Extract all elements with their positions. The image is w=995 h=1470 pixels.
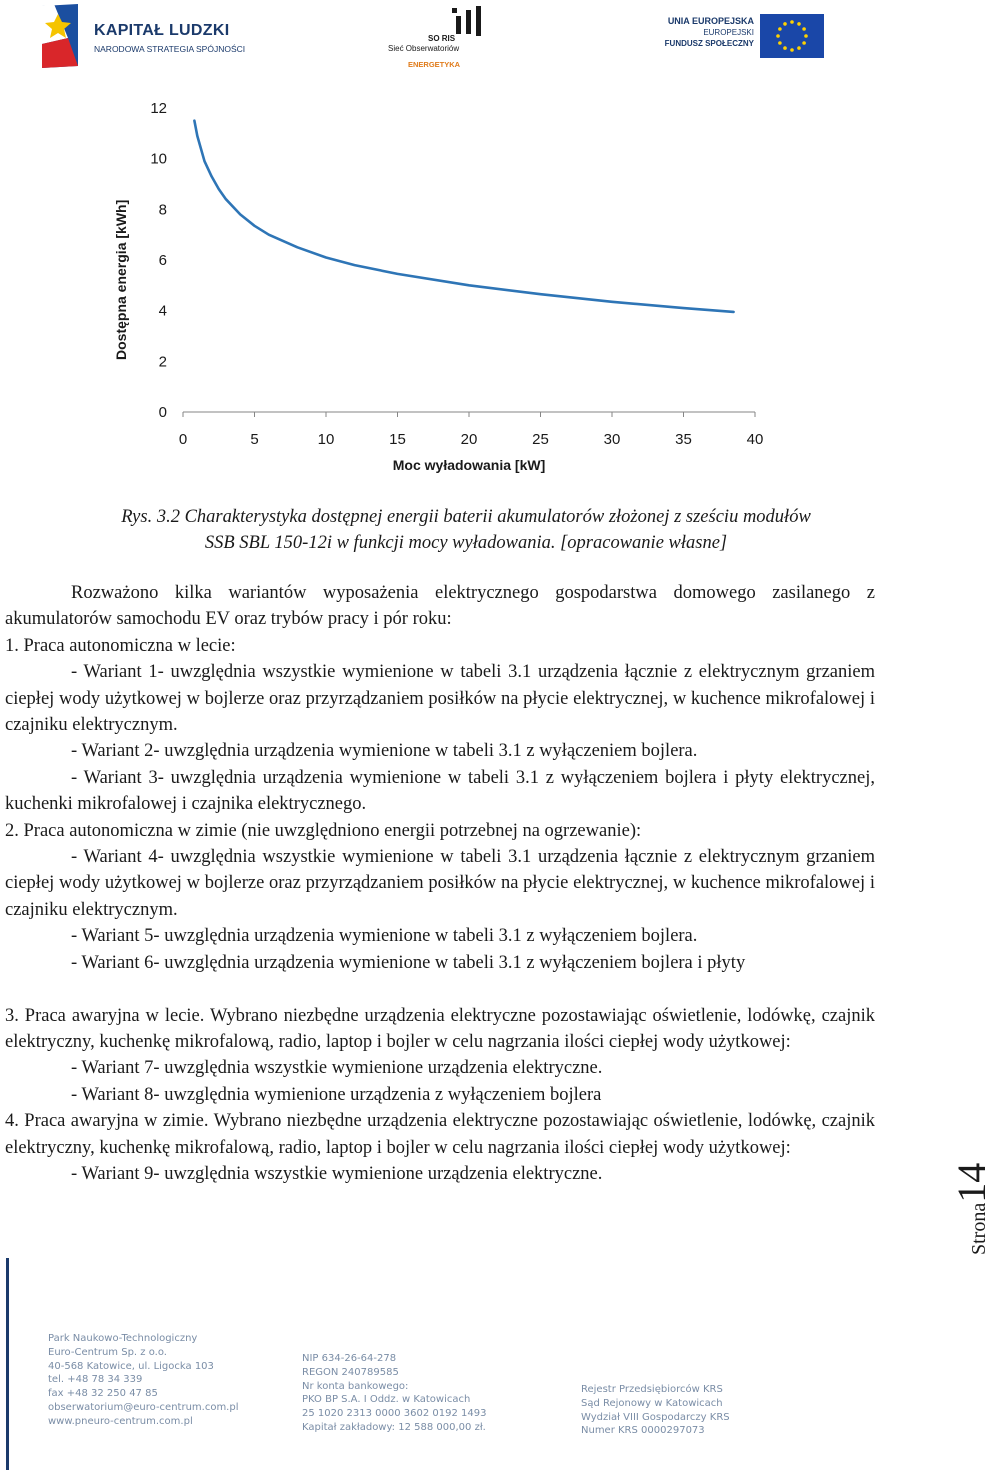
chart-y-tick-label: 6 bbox=[158, 252, 167, 269]
eu-star-icon bbox=[778, 41, 782, 45]
eu-star-icon bbox=[790, 20, 794, 24]
energy-chart bbox=[110, 92, 790, 492]
chart-x-tick-label: 30 bbox=[603, 431, 621, 448]
footer-line: Euro-Centrum Sp. z o.o. bbox=[48, 1346, 167, 1358]
footer-line: Rejestr Przedsiębiorców KRS bbox=[581, 1384, 723, 1395]
page-label: Strona bbox=[968, 1202, 990, 1255]
chart-y-tick-label: 4 bbox=[158, 302, 167, 320]
variant-9: - Wariant 9- uwzględnia wszystkie wymienione urządzenia elektryczne. bbox=[71, 1163, 603, 1184]
chart-y-tick-label: 2 bbox=[158, 353, 167, 371]
chart-y-tick-label: 12 bbox=[150, 100, 167, 117]
eu-star-icon bbox=[802, 27, 806, 31]
energy-chart-svg bbox=[110, 92, 790, 492]
eu-star-icon bbox=[797, 22, 801, 26]
eu-text-block bbox=[664, 16, 754, 49]
footer-line: fax +48 32 250 47 85 bbox=[48, 1388, 158, 1400]
figure-caption bbox=[36, 504, 896, 556]
variant-5: - Wariant 5- uwzględnia urządzenia wymienione w tabeli 3.1 z wyłączeniem bojlera. bbox=[71, 926, 698, 947]
chart-y-axis-label: Dostępna energia [kWh] bbox=[113, 199, 129, 360]
footer-line: tel. +48 78 34 339 bbox=[48, 1374, 143, 1386]
intro-paragraph: Rozważono kilka wariantów wyposażenia elektrycznego gospodarstwa domowego zasilanego z akumulatorów samochodu EV oraz trybów pracy i pór roku: bbox=[5, 583, 875, 630]
section-1-heading: 1. Praca autonomiczna w lecie: bbox=[5, 635, 236, 656]
page-number-value: 14 bbox=[949, 1162, 994, 1203]
footer-line: Sąd Rejonowy w Katowicach bbox=[581, 1397, 723, 1409]
chart-x-tick-label: 15 bbox=[389, 431, 406, 448]
caption-line-1: Rys. 3.2 Charakterystyka dostępnej energii baterii akumulatorów złożonej z sześciu modułów bbox=[121, 507, 811, 527]
kapital-ludzki-title: KAPITAŁ LUDZKI bbox=[94, 22, 230, 39]
variant-8: - Wariant 8- uwzględnia wymienione urządzenia z wyłączeniem bojlera bbox=[71, 1084, 602, 1105]
footer-line: NIP 634-26-64-278 bbox=[302, 1353, 397, 1364]
chart-x-axis-label: Moc wyładowania [kW] bbox=[392, 457, 546, 473]
eu-star-icon bbox=[783, 22, 787, 26]
kapital-ludzki-flag-icon bbox=[38, 4, 80, 68]
chart-x-tick-label: 35 bbox=[675, 431, 692, 448]
kapital-ludzki-subtitle: NARODOWA STRATEGIA SPÓJNOŚCI bbox=[94, 44, 246, 54]
variant-1: - Wariant 1- uwzględnia wszystkie wymienione w tabeli 3.1 urządzenia łącznie z elektrycznym grzaniem ciepłej wody użytkowej w bojlerze oraz przyrządzaniem posiłków na płycie elektrycznej, w kuchence mikrofalowej i czajniku elektrycznym. bbox=[5, 662, 875, 736]
variant-3: - Wariant 3- uwzględnia urządzenia wymienione w tabeli 3.1 z wyłączeniem bojlera i płyty elektrycznej, kuchenki mikrofalowej i czajnika elektrycznego. bbox=[5, 767, 875, 815]
eu-star-icon bbox=[802, 41, 806, 45]
eu-star-icon bbox=[790, 48, 794, 52]
footer-line: Kapitał zakładowy: 12 588 000,00 zł. bbox=[302, 1421, 486, 1433]
eu-star-icon bbox=[783, 46, 787, 50]
soris-title: SO RIS bbox=[428, 34, 456, 43]
chart-x-tick-label: 10 bbox=[317, 431, 335, 448]
footer-registry-info bbox=[581, 1383, 730, 1438]
chart-x-tick-label: 40 bbox=[746, 431, 764, 448]
eu-line-2: EUROPEJSKI bbox=[703, 28, 754, 37]
section-2-heading: 2. Praca autonomiczna w zimie (nie uwzględniono energii potrzebnej na ogrzewanie): bbox=[5, 820, 642, 841]
footer-line: PKO BP S.A. I Oddz. w Katowicach bbox=[302, 1394, 471, 1406]
soris-logo bbox=[386, 4, 496, 68]
variant-4: - Wariant 4- uwzględnia wszystkie wymienione w tabeli 3.1 urządzenia łącznie z elektrycznym grzaniem ciepłej wody użytkowej w bojlerze oraz przyrządzaniem posiłków na płycie elektrycznej, w kuchence mikrofalowej i czajniku elektrycznym. bbox=[5, 847, 875, 920]
page-number bbox=[948, 1163, 995, 1255]
section-4-paragraph: 4. Praca awaryjna w zimie. Wybrano niezbędne urządzenia elektryczne pozostawiając oświetlenie, lodówkę, czajnik elektryczny, kuchenkę mikrofalową, radio, laptop i bojler w celu nagrzania ilości ciepłej wody użytkowej: bbox=[5, 1111, 875, 1158]
footer-line: 25 1020 2313 0000 3602 0192 1493 bbox=[302, 1408, 487, 1420]
soris-energetyka: ENERGETYKA bbox=[408, 60, 461, 69]
soris-network: Sieć Obserwatoriów bbox=[388, 44, 460, 53]
chart-y-tick-label: 8 bbox=[158, 201, 167, 219]
chart-series-line bbox=[194, 121, 733, 312]
page-header bbox=[0, 0, 960, 80]
eu-star-icon bbox=[776, 34, 780, 38]
variant-2: - Wariant 2- uwzględnia urządzenia wymienione w tabeli 3.1 z wyłączeniem bojlera. bbox=[71, 741, 698, 762]
chart-x-tick-label: 20 bbox=[460, 431, 478, 448]
eu-star-icon bbox=[797, 46, 801, 50]
variant-6 bbox=[5, 950, 875, 1003]
footer-company-info bbox=[48, 1332, 239, 1429]
caption-line-2: SSB SBL 150-12i w funkcji mocy wyładowania. [opracowanie własne] bbox=[204, 533, 728, 553]
eu-logo bbox=[664, 10, 830, 62]
chart-y-tick-label: 10 bbox=[150, 150, 167, 168]
eu-star-icon bbox=[804, 34, 808, 38]
footer-line: REGON 240789585 bbox=[302, 1366, 399, 1378]
footer-bank-info bbox=[302, 1352, 487, 1435]
chart-x-tick-label: 25 bbox=[532, 431, 549, 448]
footer-email: obserwatorium@euro-centrum.com.pl bbox=[48, 1401, 239, 1413]
footer-line: Park Naukowo-Technologiczny bbox=[48, 1333, 198, 1344]
document-body bbox=[5, 580, 875, 1187]
footer-accent-line bbox=[6, 1258, 9, 1470]
variant-7: - Wariant 7- uwzględnia wszystkie wymienione urządzenia elektryczne. bbox=[71, 1058, 603, 1079]
footer-line: Wydział VIII Gospodarczy KRS bbox=[581, 1411, 730, 1423]
eu-line-3: FUNDUSZ SPOŁECZNY bbox=[664, 39, 754, 48]
eu-star-icon bbox=[778, 27, 782, 31]
eu-line-1: UNIA EUROPEJSKA bbox=[667, 16, 754, 26]
chart-x-tick-label: 0 bbox=[178, 431, 188, 448]
footer-line: 40-568 Katowice, ul. Ligocka 103 bbox=[48, 1360, 214, 1372]
chart-x-tick-label: 5 bbox=[250, 431, 259, 448]
footer-line: Numer KRS 0000297073 bbox=[581, 1425, 705, 1437]
section-3-paragraph: 3. Praca awaryjna w lecie. Wybrano niezbędne urządzenia elektryczne pozostawiając oświetlenie, lodówkę, czajnik elektryczny, kuchenkę mikrofalową, radio, laptop i bojler w celu nagrzania ilości ciepłej wody użytkowej: bbox=[5, 1005, 875, 1052]
footer-website: www.pneuro-centrum.com.pl bbox=[48, 1415, 193, 1427]
eu-flag-icon bbox=[760, 14, 824, 58]
kapital-ludzki-logo bbox=[38, 4, 258, 68]
variant-6-text: - Wariant 6- uwzględnia urządzenia wymienione w tabeli 3.1 z wyłączeniem bojlera i płyty bbox=[71, 952, 746, 973]
footer-line: Nr konta bankowego: bbox=[302, 1380, 409, 1392]
chart-y-tick-label: 0 bbox=[158, 404, 167, 421]
